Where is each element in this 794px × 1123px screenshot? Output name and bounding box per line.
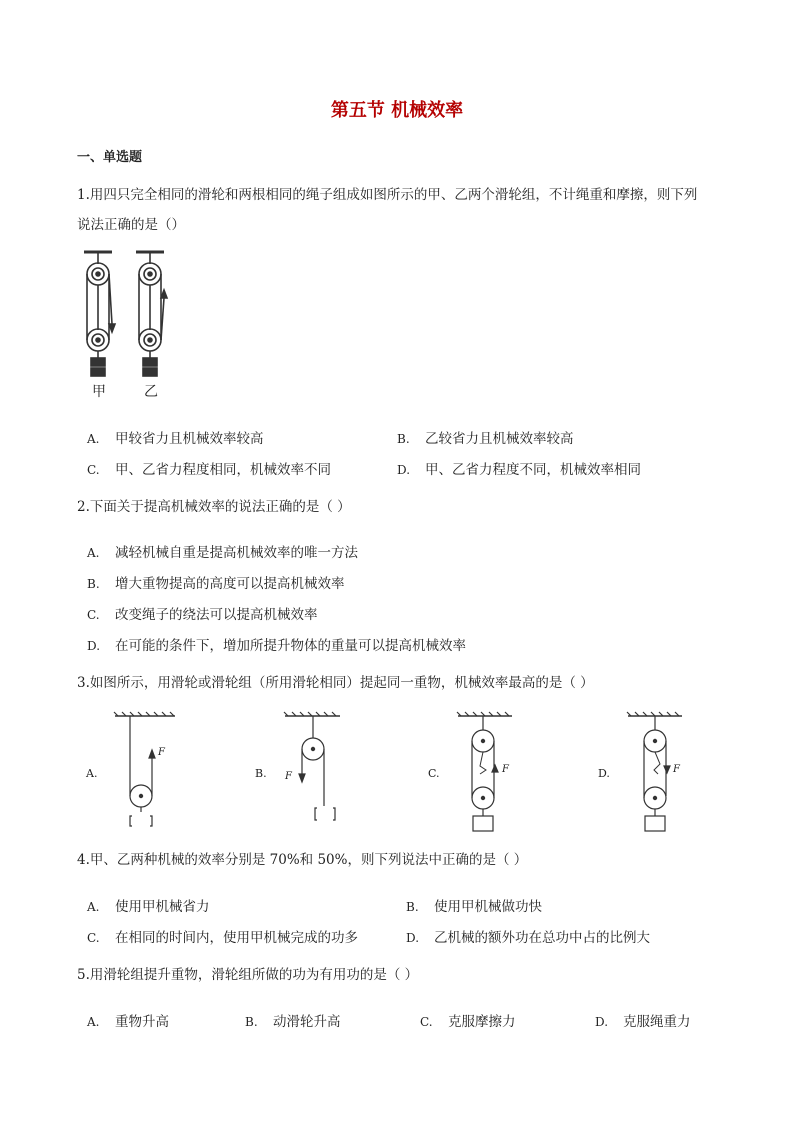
pulley-system-yi: [136, 252, 167, 376]
question-2-stem: 2.下面关于提高机械效率的说法正确的是（ ）: [77, 499, 351, 515]
q3-a-force-label: F: [158, 747, 165, 758]
q5-option-c[interactable]: C. 克服摩擦力: [420, 1014, 516, 1030]
q1-pulley-figure: [70, 248, 180, 400]
question-5-stem: 5.用滑轮组提升重物，滑轮组所做的功为有用功的是（ ）: [77, 967, 419, 983]
q4-option-c[interactable]: C. 在相同的时间内，使用甲机械完成的功多: [87, 930, 358, 946]
page-title: 第五节 机械效率: [330, 100, 464, 121]
fig-label-yi: 乙: [144, 384, 158, 400]
question-4-stem: 4.甲、乙两种机械的效率分别是 70%和 50%，则下列说法中正确的是（ ）: [77, 852, 528, 868]
q1-option-d[interactable]: D. 甲、乙省力程度不同，机械效率相同: [397, 462, 641, 478]
q5-option-d[interactable]: D. 克服绳重力: [595, 1014, 691, 1030]
q2-option-b[interactable]: B. 增大重物提高的高度可以提高机械效率: [87, 576, 345, 592]
q3-figure-b: [284, 712, 340, 820]
q1-option-b[interactable]: B. 乙较省力且机械效率较高: [397, 431, 574, 447]
q2-option-a[interactable]: A. 减轻机械自重是提高机械效率的唯一方法: [87, 545, 358, 561]
q1-option-a[interactable]: A. 甲较省力且机械效率较高: [87, 431, 264, 447]
q3-fig-letter-a[interactable]: A.: [86, 767, 98, 780]
question-3-stem: 3.如图所示，用滑轮或滑轮组（所用滑轮相同）提起同一重物，机械效率最高的是（ ）: [77, 675, 594, 691]
q3-b-force-label: F: [285, 771, 292, 782]
q4-option-a[interactable]: A. 使用甲机械省力: [87, 899, 210, 915]
q3-figure-a: [114, 712, 175, 826]
q5-option-b[interactable]: B. 动滑轮升高: [245, 1014, 341, 1030]
section-heading: 一、单选题: [77, 150, 143, 165]
fig-label-jia: 甲: [92, 384, 106, 400]
q4-option-d[interactable]: D. 乙机械的额外功在总功中占的比例大: [406, 930, 650, 946]
pulley-system-jia: [84, 252, 115, 376]
question-1-stem-line1: 1.用四只完全相同的滑轮和两根相同的绳子组成如图所示的甲、乙两个滑轮组，不计绳重和摩擦，则下列: [77, 187, 698, 203]
q3-fig-letter-c[interactable]: C.: [428, 767, 440, 780]
q3-d-force-label: F: [673, 764, 680, 775]
q1-option-c[interactable]: C. 甲、乙省力程度相同，机械效率不同: [87, 462, 331, 478]
q2-option-c[interactable]: C. 改变绳子的绕法可以提高机械效率: [87, 607, 318, 623]
q3-fig-letter-d[interactable]: D.: [598, 767, 610, 780]
q2-option-d[interactable]: D. 在可能的条件下，增加所提升物体的重量可以提高机械效率: [87, 638, 466, 654]
q4-option-b[interactable]: B. 使用甲机械做功快: [406, 899, 542, 915]
question-1-stem-line2: 说法正确的是（）: [77, 217, 185, 233]
q3-pulley-figures: [80, 708, 700, 836]
q5-option-a[interactable]: A. 重物升高: [87, 1014, 169, 1030]
q3-c-force-label: F: [502, 764, 509, 775]
q3-fig-letter-b[interactable]: B.: [255, 767, 267, 780]
